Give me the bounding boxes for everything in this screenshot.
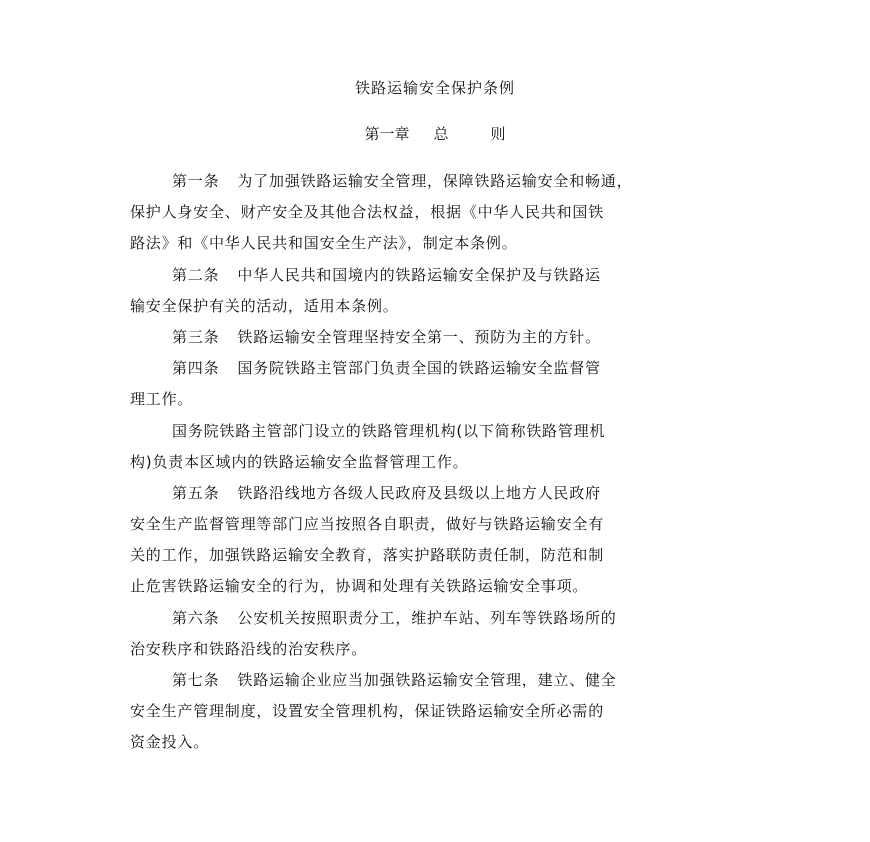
line-text: 构)负责本区域内的铁路运输安全监督管理工作。 xyxy=(130,452,469,471)
line-text: 输安全保护有关的活动，适用本条例。 xyxy=(130,296,399,315)
chapter-heading xyxy=(0,124,870,144)
line-text: 公安机关按照职责分工，维护车站、列车等铁路场所的 xyxy=(237,608,617,627)
text-line xyxy=(130,353,750,384)
text-line xyxy=(130,603,750,634)
document-body xyxy=(130,166,750,759)
article-number: 第一条 xyxy=(172,172,220,190)
text-line xyxy=(130,416,750,447)
text-line xyxy=(130,228,750,259)
line-text: 国务院铁路主管部门设立的铁路管理机构(以下简称铁路管理机 xyxy=(172,421,606,440)
chapter-title-part2: 则 xyxy=(490,125,506,143)
article-number: 第四条 xyxy=(172,359,220,378)
text-line xyxy=(130,166,750,197)
text-line xyxy=(130,291,750,322)
article-number: 第五条 xyxy=(172,483,220,502)
text-line xyxy=(130,540,750,571)
line-text: 关的工作，加强铁路运输安全教育，落实护路联防责任制，防范和制 xyxy=(130,546,605,565)
text-line xyxy=(130,665,750,696)
text-line xyxy=(130,478,750,509)
line-text: 路法》和《中华人民共和国安全生产法》，制定本条例。 xyxy=(130,234,518,253)
text-line xyxy=(130,322,750,353)
text-line xyxy=(130,509,750,540)
article-number: 第七条 xyxy=(172,671,220,689)
line-text: 为了加强铁路运输安全管理，保障铁路运输安全和畅通， xyxy=(237,172,633,190)
line-text: 铁路沿线地方各级人民政府及县级以上地方人民政府 xyxy=(237,483,601,502)
document-title: 铁路运输安全保护条例 xyxy=(354,79,515,97)
chapter-label: 第一章 xyxy=(364,125,410,143)
chapter-title-part1: 总 xyxy=(433,125,449,143)
line-text: 理工作。 xyxy=(130,390,194,409)
article-number: 第六条 xyxy=(172,608,220,627)
line-text: 治安秩序和铁路沿线的治安秩序。 xyxy=(130,639,368,658)
text-line xyxy=(130,634,750,665)
text-line xyxy=(130,571,750,602)
text-line xyxy=(130,384,750,415)
article-number: 第三条 xyxy=(172,327,220,346)
line-text: 铁路运输企业应当加强铁路运输安全管理，建立、健全 xyxy=(237,671,617,689)
line-text: 国务院铁路主管部门负责全国的铁路运输安全监督管 xyxy=(237,359,601,378)
line-text: 铁路运输安全管理坚持安全第一、预防为主的方针。 xyxy=(237,327,601,346)
text-line xyxy=(130,696,750,727)
text-line xyxy=(130,260,750,291)
line-text: 安全生产监督管理等部门应当按照各自职责，做好与铁路运输安全有 xyxy=(130,515,605,534)
text-line xyxy=(130,727,750,758)
line-text: 安全生产管理制度，设置安全管理机构，保证铁路运输安全所必需的 xyxy=(130,702,605,721)
line-text: 资金投入。 xyxy=(130,733,210,752)
text-line xyxy=(130,447,750,478)
line-text: 止危害铁路运输安全的行为，协调和处理有关铁路运输安全事项。 xyxy=(130,577,589,596)
line-text: 保护人身安全、财产安全及其他合法权益，根据《中华人民共和国铁 xyxy=(130,203,605,222)
article-number: 第二条 xyxy=(172,265,220,284)
line-text: 中华人民共和国境内的铁路运输安全保护及与铁路运 xyxy=(237,265,601,284)
text-line xyxy=(130,197,750,228)
